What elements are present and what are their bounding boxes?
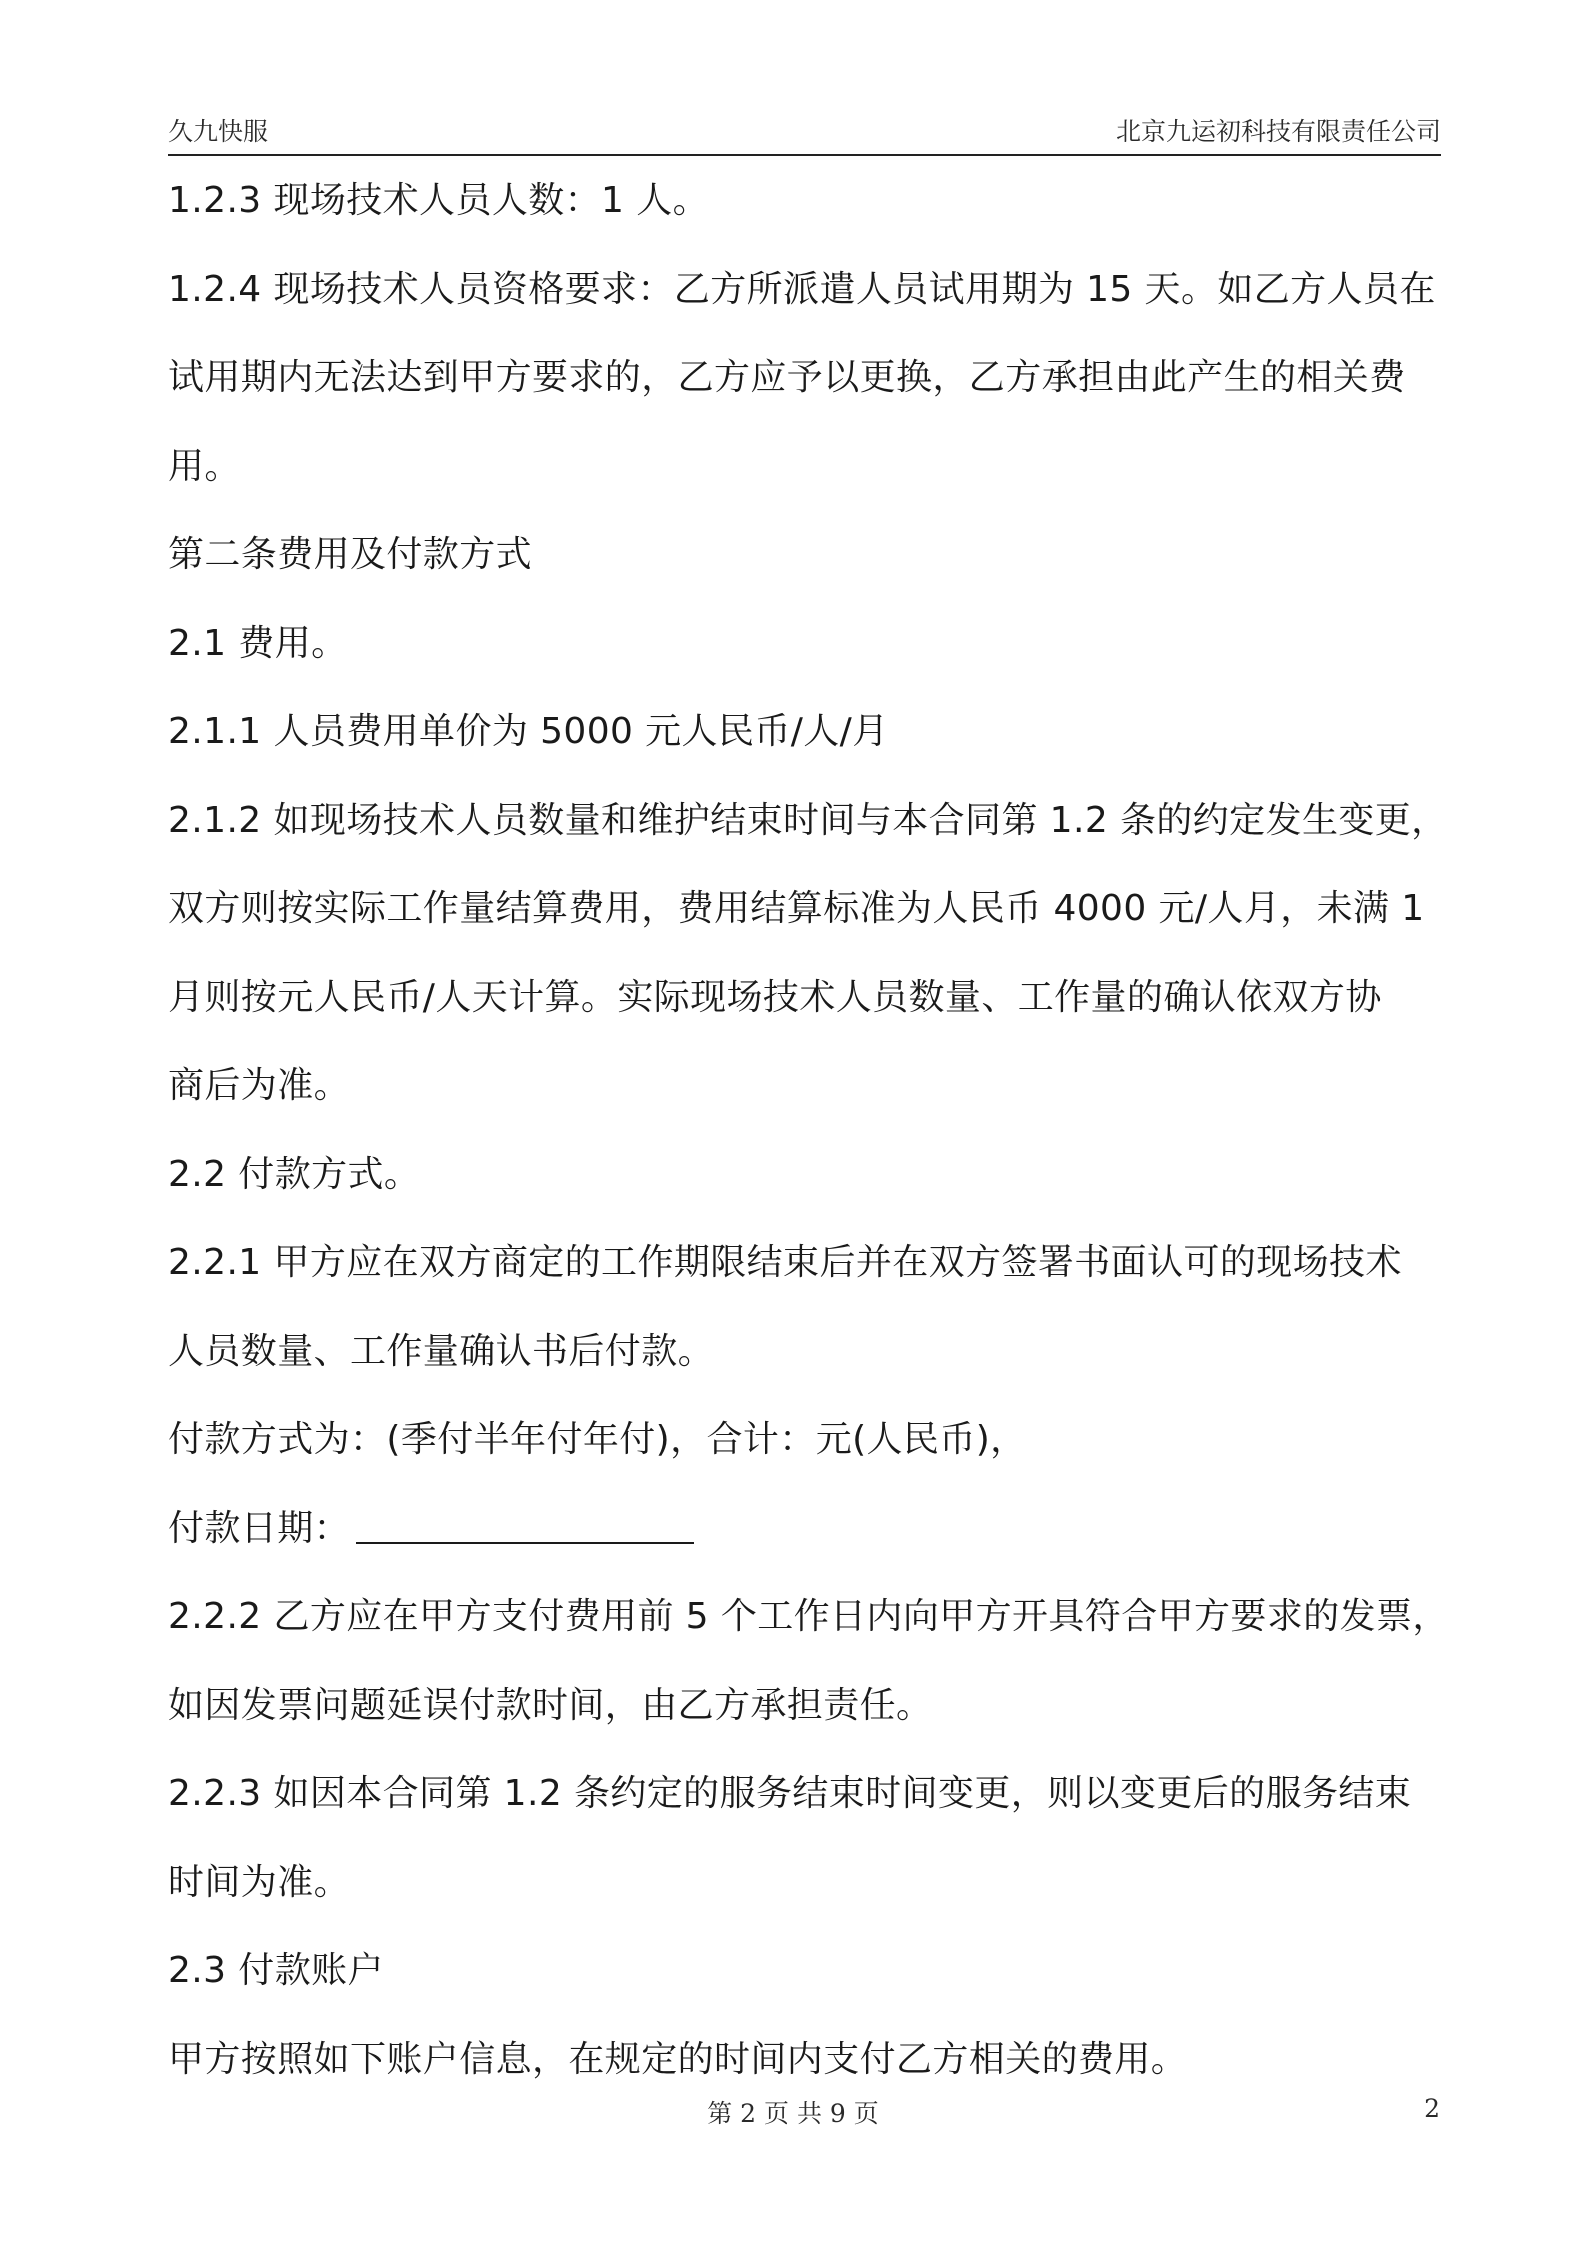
- payment-date-label: 付款日期：: [168, 1507, 351, 1549]
- clause-2-2-2: 2.2.2 乙方应在甲方支付费用前 5 个工作日内向甲方开具符合甲方要求的发票，: [168, 1596, 1449, 1637]
- clause-2-2-3: 2.2.3 如因本合同第 1.2 条约定的服务结束时间变更，则以变更后的服务结束: [168, 1773, 1412, 1814]
- clause-2-1-2: 2.1.2 如现场技术人员数量和维护结束时间与本合同第 1.2 条的约定发生变更，: [168, 799, 1448, 841]
- payment-method-line: 付款方式为：(季付半年付年付)，合计：元(人民币)，: [168, 1419, 1027, 1460]
- payment-date-blank: [356, 1512, 694, 1544]
- clause-1-2-4-cont: 试用期内无法达到甲方要求的，乙方应予以更换，乙方承担由此产生的相关费: [168, 357, 1406, 398]
- clause-1-2-3: 1.2.3 现场技术人员人数：1 人。: [168, 180, 709, 221]
- clause-2-2-3-end: 时间为准。: [168, 1861, 351, 1903]
- header-company: 北京九运初科技有限责任公司: [1115, 117, 1441, 146]
- clause-2-3-text: 甲方按照如下账户信息，在规定的时间内支付乙方相关的费用。: [168, 2038, 1188, 2080]
- clause-2-1-1: 2.1.1 人员费用单价为 5000 元人民币/人/月: [168, 711, 889, 752]
- clause-2-2-1-end: 人员数量、工作量确认书后付款。: [168, 1330, 715, 1372]
- clause-2-3: 2.3 付款账户: [168, 1950, 384, 1991]
- clause-1-2-4-end: 用。: [168, 445, 241, 487]
- page-counter: 第 2 页 共 9 页: [707, 2099, 879, 2128]
- document-body: [168, 157, 1449, 2104]
- header-brand: 久九快服: [168, 117, 269, 146]
- clause-2-2-2-end: 如因发票问题延误付款时间，由乙方承担责任。: [168, 1684, 933, 1726]
- payment-date-line: [168, 1485, 1443, 1574]
- clause-2-2: 2.2 付款方式。: [168, 1153, 421, 1195]
- clause-2-2-1: 2.2.1 甲方应在双方商定的工作期限结束后并在双方签署书面认可的现场技术: [168, 1242, 1402, 1283]
- section-2-heading: 第二条费用及付款方式: [168, 534, 533, 575]
- clause-2-1-2-cont2: 月则按元人民币/人天计算。实际现场技术人员数量、工作量的确认依双方协: [168, 976, 1382, 1018]
- page-header: [168, 108, 1441, 156]
- clause-2-1-2-end: 商后为准。: [168, 1065, 351, 1106]
- clause-2-1: 2.1 费用。: [168, 622, 348, 664]
- clause-2-1-2-cont: 双方则按实际工作量结算费用，费用结算标准为人民币 4000 元/人月，未满 1: [168, 888, 1425, 929]
- page-number: 2: [1424, 2094, 1440, 2123]
- clause-1-2-4: 1.2.4 现场技术人员资格要求：乙方所派遣人员试用期为 15 天。如乙方人员在: [168, 268, 1436, 310]
